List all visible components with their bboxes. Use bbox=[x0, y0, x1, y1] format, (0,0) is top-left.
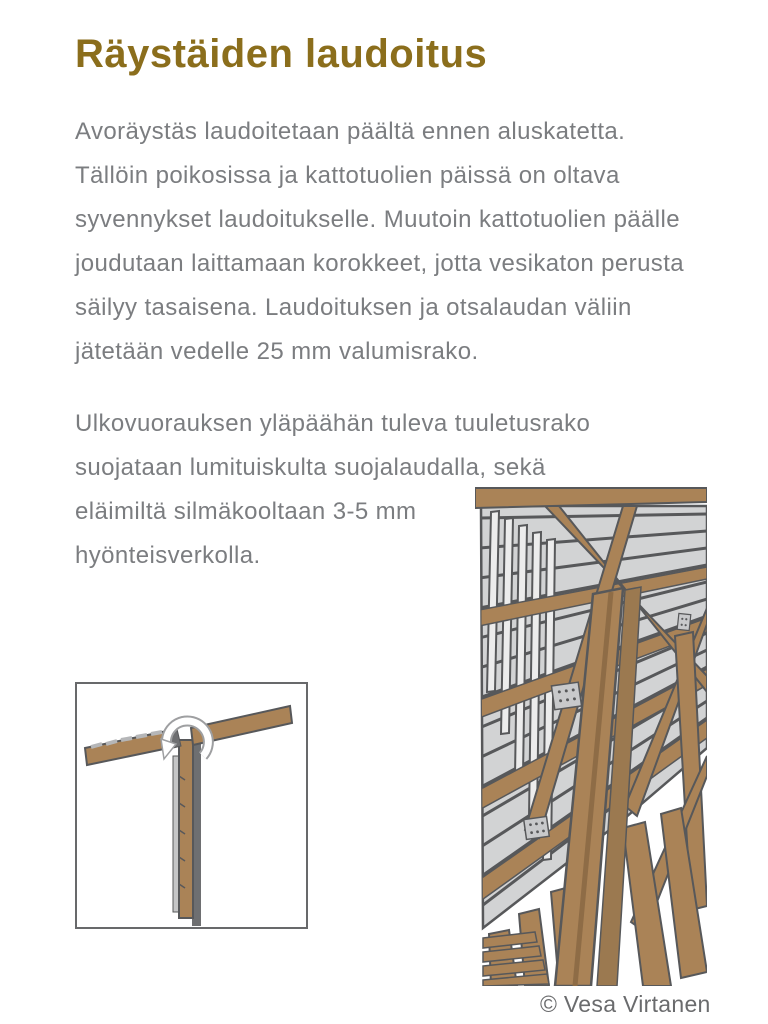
text-line: Tällöin poikosissa ja kattotuolien päissä on oltava bbox=[75, 162, 620, 189]
roof-truss-illustration bbox=[475, 486, 707, 986]
text-line: säilyy tasaisena. Laudoituksen ja otsalaudan väliin bbox=[75, 294, 632, 321]
text-line: Avoräystäs laudoitetaan päältä ennen aluskatetta. bbox=[75, 118, 626, 145]
text-line: Ulkovuorauksen yläpäähän tuleva tuuletusrako bbox=[75, 410, 591, 437]
eaves-detail-drawing bbox=[77, 684, 306, 927]
text-line: syvennykset laudoitukselle. Muutoin kattotuolien päälle bbox=[75, 206, 681, 233]
text-line: suojataan lumituiskulta suojalaudalla, sekä bbox=[75, 454, 546, 481]
nail-plate bbox=[677, 613, 691, 630]
paragraph-1 bbox=[75, 110, 735, 374]
nail-plate bbox=[551, 682, 581, 710]
text-line: joudutaan laittamaan korokkeet, jotta vesikaton perusta bbox=[75, 250, 685, 277]
text-line: hyönteisverkolla. bbox=[75, 542, 261, 569]
wall-cladding-board bbox=[179, 740, 193, 918]
eaves-board-left bbox=[85, 731, 169, 765]
nail-plate bbox=[524, 816, 550, 839]
roof-truss-drawing bbox=[475, 486, 707, 986]
text-line: eläimiltä silmäkooltaan 3-5 mm bbox=[75, 498, 417, 525]
text-line: jätetään vedelle 25 mm valumisrako. bbox=[75, 338, 479, 365]
eaves-detail-diagram bbox=[75, 682, 308, 929]
page-title: Räystäiden laudoitus bbox=[75, 32, 488, 76]
copyright-notice: © Vesa Virtanen bbox=[540, 991, 711, 1017]
